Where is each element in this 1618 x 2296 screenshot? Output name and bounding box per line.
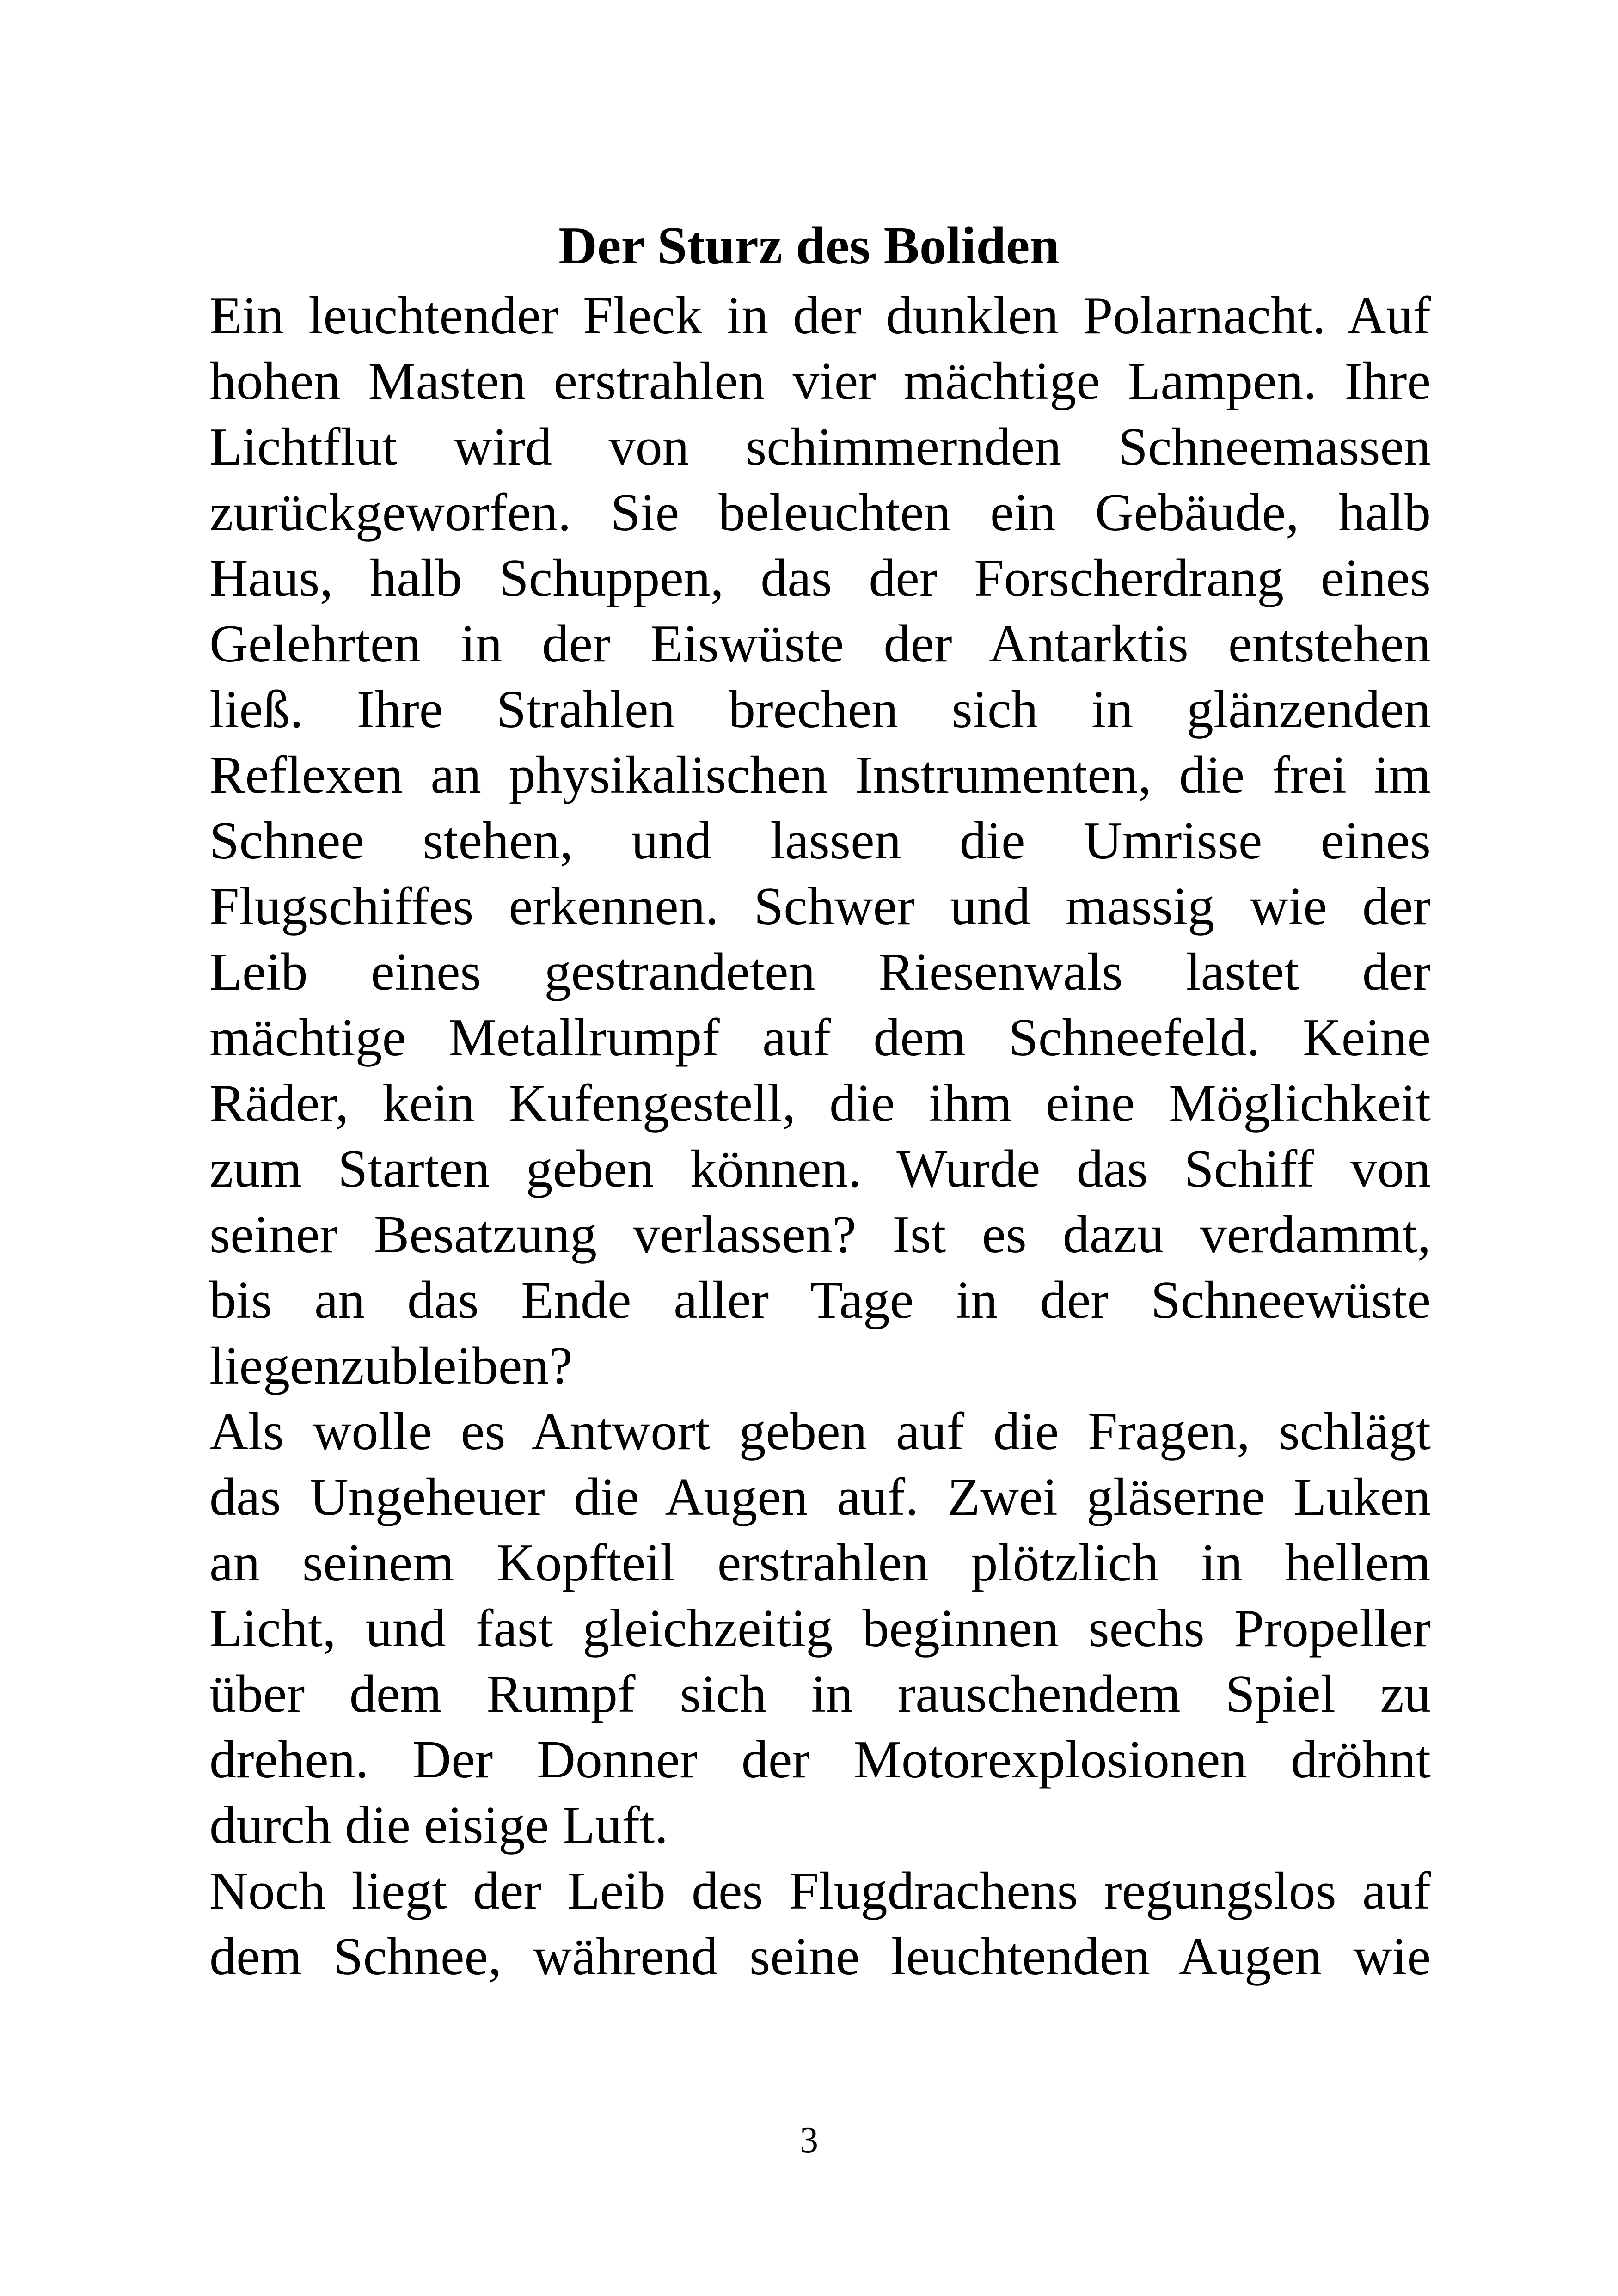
text-line: hohen Masten erstrahlen vier mächtige Lampen. Ihre <box>209 352 1431 411</box>
text-line: mächtige Metallrumpf auf dem Schneefeld. Keine <box>209 1008 1431 1067</box>
text-line: drehen. Der Donner der Motorexplosionen dröhnt <box>209 1730 1431 1789</box>
page-title: Der Sturz des Boliden <box>558 216 1060 276</box>
body-text <box>209 283 1431 1990</box>
text-line: das Ungeheuer die Augen auf. Zwei gläserne Luken <box>209 1468 1431 1527</box>
text-line: Lichtflut wird von schimmernden Schneemassen <box>209 417 1431 477</box>
text-line: zum Starten geben können. Wurde das Schiff von <box>209 1139 1431 1199</box>
text-line: Leib eines gestrandeten Riesenwals lastet der <box>209 943 1431 1002</box>
text-line: Gelehrten in der Eiswüste der Antarktis entstehen <box>209 614 1431 673</box>
text-line: Räder, kein Kufengestell, die ihm eine Möglichkeit <box>209 1074 1431 1133</box>
text-line: über dem Rumpf sich in rauschendem Spiel zu <box>209 1665 1431 1724</box>
text-line: durch die eisige Luft. <box>209 1796 668 1855</box>
text-line: bis an das Ende aller Tage in der Schneewüste <box>209 1271 1431 1330</box>
text-line: Schnee stehen, und lassen die Umrisse eines <box>209 811 1431 870</box>
text-line: Flugschiffes erkennen. Schwer und massig wie der <box>209 877 1431 936</box>
text-line: dem Schnee, während seine leuchtenden Augen wie <box>209 1927 1431 1986</box>
text-line: liegenzubleiben? <box>209 1336 573 1396</box>
page-number: 3 <box>800 2120 818 2161</box>
text-line: Ein leuchtender Fleck in der dunklen Polarnacht. Auf <box>209 286 1431 345</box>
text-line: Noch liegt der Leib des Flugdrachens regungslos auf <box>209 1861 1431 1921</box>
text-line: Als wolle es Antwort geben auf die Fragen, schlägt <box>209 1402 1431 1461</box>
text-line: ließ. Ihre Strahlen brechen sich in glänzenden <box>209 680 1431 739</box>
text-line: Reflexen an physikalischen Instrumenten, die frei im <box>209 746 1431 805</box>
text-line: Haus, halb Schuppen, das der Forscherdrang eines <box>209 549 1431 608</box>
text-line: Licht, und fast gleichzeitig beginnen sechs Propeller <box>209 1599 1431 1658</box>
text-line: seiner Besatzung verlassen? Ist es dazu verdammt, <box>209 1205 1431 1264</box>
text-line: zurückgeworfen. Sie beleuchten ein Gebäude, halb <box>209 483 1431 542</box>
text-line: an seinem Kopfteil erstrahlen plötzlich in hellem <box>209 1533 1431 1592</box>
